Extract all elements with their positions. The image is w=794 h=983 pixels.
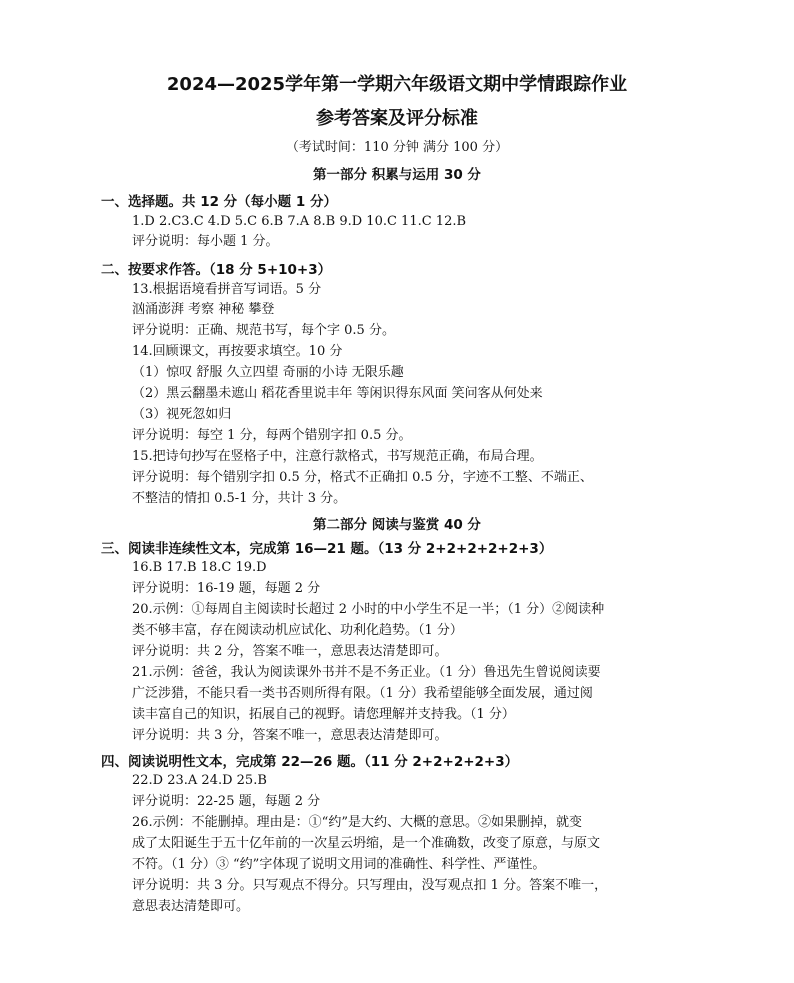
q21-note: 评分说明：共 3 分，答案不唯一，意思表达清楚即可。 bbox=[132, 728, 448, 743]
q14-note: 评分说明：每空 1 分，每两个错别字扣 0.5 分。 bbox=[132, 428, 412, 443]
q14-answer-1: （1）惊叹 舒服 久立四望 奇丽的小诗 无限乐趣 bbox=[132, 365, 404, 380]
q13: 13.根据语境看拼音写词语。5 分 bbox=[132, 282, 322, 297]
exam-info: （考试时间：110 分钟 满分 100 分） bbox=[285, 140, 509, 155]
section1-heading: 一、选择题。共 12 分（每小题 1 分） bbox=[101, 194, 337, 210]
section1-answers: 1.D 2.C3.C 4.D 5.C 6.B 7.A 8.B 9.D 10.C 11.C 12.B bbox=[132, 214, 467, 229]
q21-line-1: 21.示例：爸爸，我认为阅读课外书并不是不务正业。（1 分）鲁迅先生曾说阅读要 bbox=[132, 665, 601, 680]
q15-note-1: 评分说明：每个错别字扣 0.5 分，格式不正确扣 0.5 分，字迹不工整、不端正、 bbox=[132, 470, 593, 485]
q14-answer-3: （3）视死忽如归 bbox=[132, 407, 232, 422]
section3-answers: 16.B 17.B 18.C 19.D bbox=[132, 560, 267, 575]
q15: 15.把诗句抄写在竖格子中，注意行款格式，书写规范正确，布局合理。 bbox=[132, 449, 543, 464]
section3-heading: 三、阅读非连续性文本，完成第 16—21 题。（13 分 2+2+2+2+2+3） bbox=[101, 541, 553, 557]
q13-answer: 汹涌澎湃 考察 神秘 攀登 bbox=[132, 302, 275, 317]
section3-note: 评分说明：16-19 题，每题 2 分 bbox=[132, 581, 321, 596]
part1-title: 第一部分 积累与运用 30 分 bbox=[313, 167, 481, 183]
q26-note-2: 意思表达清楚即可。 bbox=[132, 899, 250, 914]
q26-line-2: 成了太阳诞生于五十亿年前的一次星云坍缩，是一个准确数，改变了原意，与原文 bbox=[132, 836, 601, 851]
q14-answer-2: （2）黑云翻墨未遮山 稻花香里说丰年 等闲识得东风面 笑问客从何处来 bbox=[132, 386, 543, 401]
section4-heading: 四、阅读说明性文本，完成第 22—26 题。（11 分 2+2+2+2+3） bbox=[101, 754, 519, 770]
section1-note: 评分说明：每小题 1 分。 bbox=[132, 234, 279, 249]
q20-line-2: 类不够丰富，存在阅读动机应试化、功利化趋势。（1 分） bbox=[132, 623, 463, 638]
document-subtitle: 参考答案及评分标准 bbox=[316, 108, 478, 129]
q20-line-1: 20.示例：①每周自主阅读时长超过 2 小时的中小学生不足一半；（1 分）②阅读种 bbox=[132, 602, 605, 617]
q26-note-1: 评分说明：共 3 分。只写观点不得分。只写理由，没写观点扣 1 分。答案不唯一， bbox=[132, 878, 608, 893]
document-title: 2024—2025学年第一学期六年级语文期中学情跟踪作业 bbox=[166, 74, 628, 95]
part2-title: 第二部分 阅读与鉴赏 40 分 bbox=[313, 517, 481, 533]
q26-line-3: 不符。（1 分）③ “约”字体现了说明文用词的准确性、科学性、严谨性。 bbox=[132, 857, 546, 872]
q13-note: 评分说明：正确、规范书写，每个字 0.5 分。 bbox=[132, 323, 395, 338]
section4-answers: 22.D 23.A 24.D 25.B bbox=[132, 773, 267, 788]
section4-note: 评分说明：22-25 题，每题 2 分 bbox=[132, 794, 321, 809]
q20-note: 评分说明：共 2 分，答案不唯一，意思表达清楚即可。 bbox=[132, 644, 448, 659]
q21-line-3: 读丰富自己的知识，拓展自己的视野。请您理解并支持我。（1 分） bbox=[132, 707, 515, 722]
q14: 14.回顾课文，再按要求填空。10 分 bbox=[132, 344, 343, 359]
q15-note-2: 不整洁的情扣 0.5-1 分，共计 3 分。 bbox=[132, 491, 347, 506]
q26-line-1: 26.示例：不能删掉。理由是：①“约”是大约、大概的意思。②如果删掉，就变 bbox=[132, 815, 582, 830]
section2-heading: 二、按要求作答。（18 分 5+10+3） bbox=[101, 262, 332, 278]
q21-line-2: 广泛涉猎，不能只看一类书否则所得有限。（1 分）我希望能够全面发展，通过阅 bbox=[132, 686, 593, 701]
